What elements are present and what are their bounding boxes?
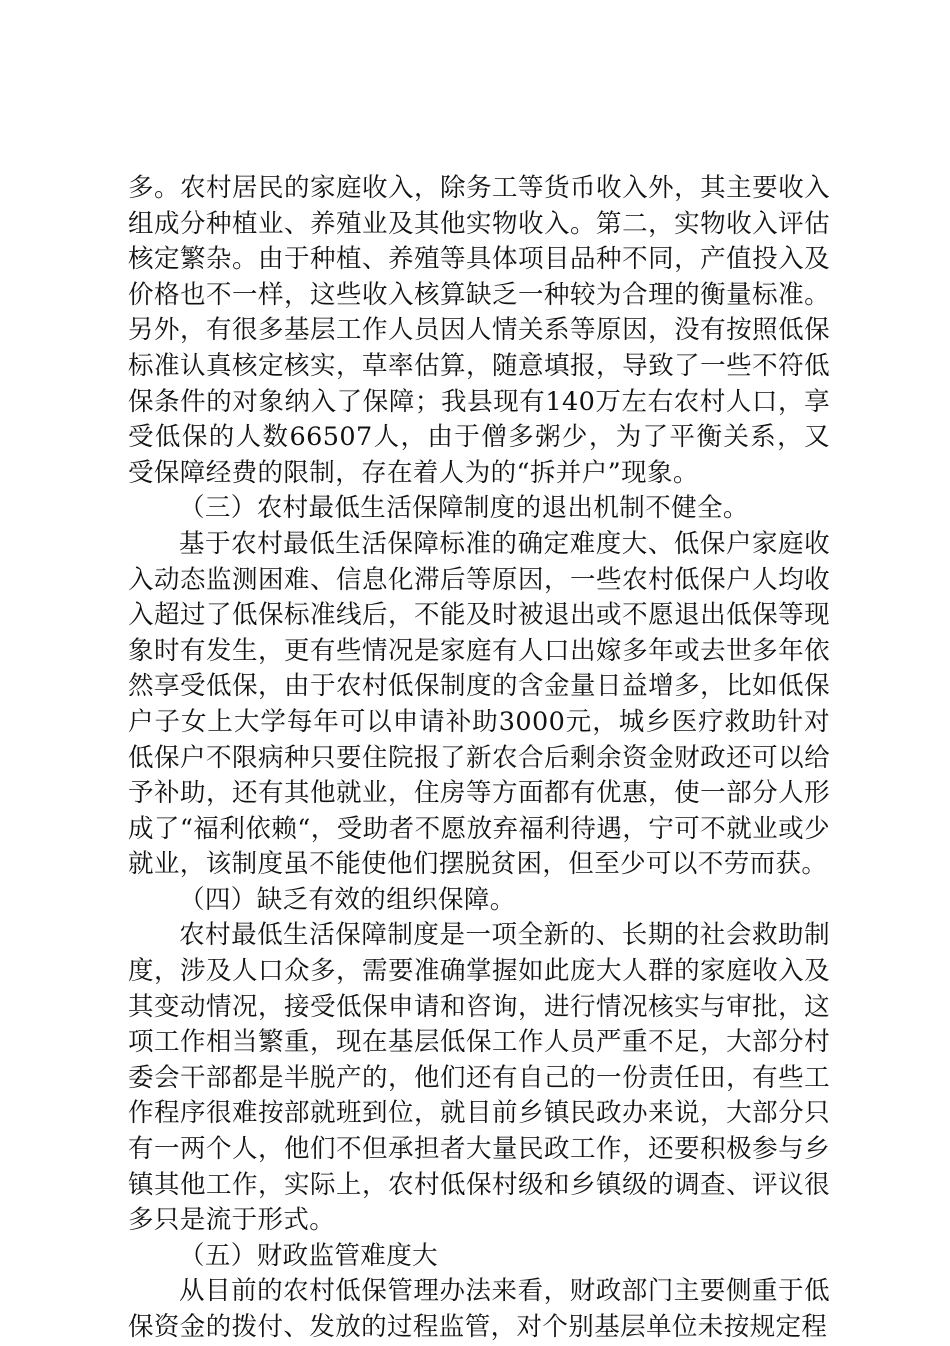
paragraph-organization: 农村最低生活保障制度是一项全新的、长期的社会救助制度，涉及人口众多，需要准确掌握如此庞大人群的家庭收入及其变动情况，接受低保申请和咨询，进行情况核实与审批，这项工作相当繁重，现在基层低保工作人员严重不足，大部分村委会干部都是半脱产的，他们还有自己的一份责任田，有些工作程序很难按部就班到位，就目前乡镇民政办来说，大部分只有一两个人，他们不但承担者大量民政工作，还要积极参与乡镇其他工作，实际上，农村低保村级和乡镇级的调查、评议很多只是流于形式。 bbox=[128, 920, 830, 1236]
paragraph-continued: 多。农村居民的家庭收入，除务工等货币收入外，其主要收入组成分种植业、养殖业及其他实物收入。第二，实物收入评估核定繁杂。由于种植、养殖等具体项目品种不同，产值投入及价格也不一样，这些收入核算缺乏一种较为合理的衡量标准。另外，有很多基层工作人员因人情关系等原因，没有按照低保标准认真核定核实，草率估算，随意填报，导致了一些不符低保条件的对象纳入了保障；我县现有140万左右农村人口，享受低保的人数66507人，由于僧多粥少，为了平衡关系，又受保障经费的限制，存在着人为的“拆并户”现象。 bbox=[128, 173, 830, 488]
paragraph-exit-mechanism: 基于农村最低生活保障标准的确定难度大、低保户家庭收入动态监测困难、信息化滞后等原因，一些农村低保户人均收入超过了低保标准线后，不能及时被退出或不愿退出低保等现象时有发生，更有些情况是家庭有人口出嫁多年或去世多年依然享受低保，由于农村低保制度的含金量日益增多，比如低保户子女上大学每年可以申请补助3000元，城乡医疗救助针对低保户不限病种只要住院报了新农合后剩余资金财政还可以给予补助，还有其他就业，住房等方面都有优惠，使一部分人形成了“福利依赖“，受助者不愿放弃福利待遇，宁可不就业或少就业，该制度虽不能使他们摆脱贫困，但至少可以不劳而获。 bbox=[128, 528, 830, 880]
section-heading-3: （三）农村最低生活保障制度的退出机制不健全。 bbox=[179, 493, 749, 524]
paragraph-finance-supervision: 从目前的农村低保管理办法来看，财政部门主要侧重于低保资金的拨付、发放的过程监管，对个别基层单位未按规定程 bbox=[128, 1276, 830, 1342]
section-heading-4: （四）缺乏有效的组织保障。 bbox=[179, 884, 516, 915]
document-body bbox=[128, 171, 830, 1346]
section-heading-5: （五）财政监管难度大 bbox=[179, 1240, 439, 1271]
